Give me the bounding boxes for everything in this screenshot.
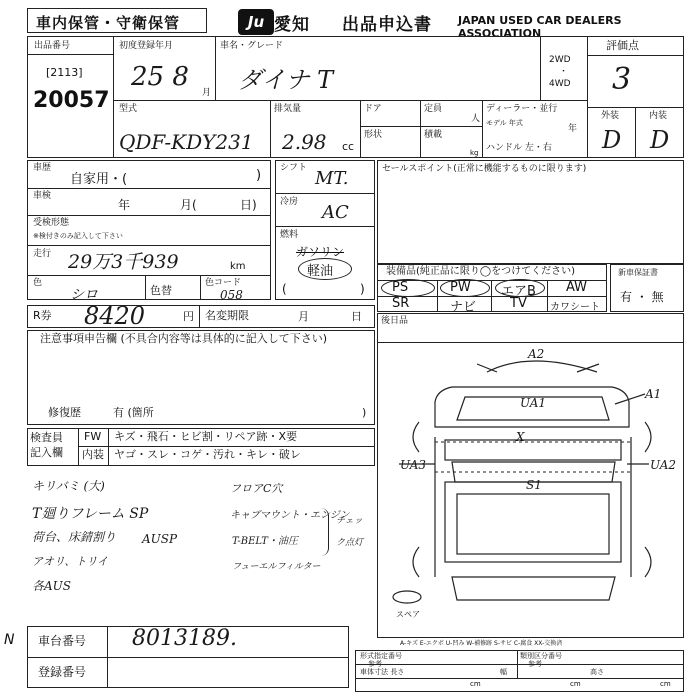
- grade-label: 評価点: [606, 39, 639, 52]
- drive-sep: ・: [559, 67, 569, 77]
- inspection-year: 年: [118, 198, 131, 212]
- spare-label: スペア: [396, 610, 420, 619]
- class-ref: 参考: [528, 660, 542, 668]
- pw-circle: [440, 279, 490, 297]
- damage-legend: A-キズ E-エクボ U-凹み W-補修跡 S-サビ C-腐食 XX-交換済: [400, 640, 563, 647]
- lot-prefix: [2113]: [46, 66, 83, 79]
- mark-ua1: UA1: [520, 396, 547, 410]
- wheel-fl: [413, 422, 419, 452]
- side-mark: N: [4, 632, 15, 648]
- model-value: QDF-KDY231: [119, 130, 254, 154]
- ps-circle: [381, 279, 435, 297]
- equip-leather-seat: カワシート: [550, 302, 600, 313]
- wheel-rr: [645, 547, 651, 577]
- inspection-month: 月(: [180, 198, 197, 212]
- displacement-value: 2.98: [282, 130, 327, 154]
- note-3: T廻りフレーム SP: [32, 506, 149, 522]
- ju-logo: [238, 9, 274, 35]
- color-label: 色: [33, 278, 43, 288]
- car-name-label: 車名・グレード: [220, 41, 284, 51]
- lower-body: [452, 577, 615, 600]
- org-name: 愛知: [274, 15, 310, 35]
- model-label: 型式: [119, 104, 138, 114]
- drive-4wd: 4WD: [549, 79, 571, 89]
- lot-label: 出品番号: [34, 41, 71, 51]
- note-1: キリバミ (大): [32, 479, 105, 493]
- color-code-label: 色コード: [205, 278, 242, 288]
- load-unit: kg: [470, 149, 479, 157]
- mark-ua2: UA2: [650, 458, 677, 472]
- rticket-value: 8420: [84, 302, 146, 330]
- rticket-label: R券: [33, 309, 52, 322]
- spare-tire: [393, 591, 421, 603]
- fuel-label: 燃料: [280, 230, 299, 240]
- recycle-label: 受検形態: [33, 218, 70, 228]
- equipment-title: 装備品(純正品に限り◯をつけてください): [386, 266, 575, 277]
- warranty-label: 新車保証書: [618, 268, 658, 277]
- exterior-value: D: [602, 126, 622, 154]
- rticket-box: [27, 305, 375, 328]
- cab: [445, 440, 621, 460]
- ac-value: AC: [322, 202, 349, 223]
- model-year-label: モデル 年式: [486, 119, 523, 127]
- note-7: T-BELT・油圧: [232, 536, 298, 547]
- mark-a2: A2: [528, 347, 545, 361]
- handle-label: ハンドル 左・右: [486, 143, 552, 153]
- note-5: 荷台、床錆割り: [32, 530, 117, 544]
- interior-label: 内装: [649, 111, 668, 121]
- note-10: フューエルフィルター: [232, 562, 321, 572]
- ac-label: 冷房: [280, 197, 299, 207]
- doc-title: 出品申込書: [342, 15, 432, 35]
- exterior-label: 外装: [601, 111, 620, 121]
- history-label: 車歴: [33, 163, 52, 173]
- storage-label: 車内保管・守衛保管: [36, 14, 181, 32]
- lot-number: 20057: [33, 88, 110, 113]
- equip-aw: AW: [566, 280, 588, 295]
- a1-pointer: [615, 394, 645, 404]
- door-label: ドア: [364, 104, 382, 114]
- displacement-label: 排気量: [274, 104, 302, 114]
- wheel-rl: [413, 547, 419, 577]
- fuel-struck: ガソリン: [296, 245, 345, 259]
- name-change-month: 月: [298, 310, 309, 323]
- note-6: AUSP: [142, 532, 178, 546]
- shape-label: 形状: [364, 130, 383, 140]
- first-reg-value: 25 8: [131, 62, 189, 92]
- equip-ps: PS: [392, 280, 409, 295]
- mileage-value: 29万3千939: [68, 251, 179, 273]
- bed-inner: [457, 494, 609, 554]
- width-unit: cm: [570, 680, 581, 688]
- grade-value: 3: [612, 62, 632, 97]
- interior-items: ヤゴ・スレ・コゲ・汚れ・キレ・破レ: [114, 448, 301, 461]
- inspection-label: 車検: [33, 191, 52, 201]
- fw-items: キズ・飛石・ヒビ割・リペア跡・X要: [114, 430, 298, 443]
- interior-label-row: 内装: [82, 448, 104, 461]
- later-items-label: 後日品: [381, 316, 409, 326]
- equip-navi: ナビ: [450, 300, 477, 315]
- note-2: フロアC穴: [230, 482, 283, 495]
- airbag-circle: [495, 279, 545, 297]
- year-unit: 年: [568, 124, 578, 134]
- mark-x: X: [516, 430, 525, 444]
- color-value: シロ: [70, 287, 98, 303]
- notice-title: 注意事項申告欄 (不具合内容等は具体的に記入して下さい): [40, 332, 328, 345]
- form-label: 形式指定番号: [360, 652, 402, 660]
- note-8: チェック点灯: [336, 516, 364, 548]
- displacement-unit: cc: [342, 140, 355, 153]
- note-4: キャブマウント・エンジン: [230, 510, 350, 521]
- name-change-label: 名変期限: [205, 309, 249, 322]
- width-label: 幅: [500, 668, 507, 676]
- recycle-note: ※検付きのみ記入して下さい: [33, 232, 123, 240]
- repair-close: ): [362, 406, 367, 419]
- inspector-label-1: 検査員: [30, 431, 63, 444]
- form-ref: 参考: [368, 660, 382, 668]
- history-close: ): [256, 168, 262, 183]
- class-label: 類別区分番号: [520, 652, 562, 660]
- height-unit: cm: [660, 680, 671, 688]
- height-label: 高さ: [590, 668, 604, 676]
- color-code-value: 058: [220, 288, 243, 302]
- mileage-unit: km: [230, 261, 246, 272]
- repair-label: 修復歴: [48, 406, 81, 419]
- history-value: 自家用・(: [70, 172, 128, 187]
- reg-label: 登録番号: [38, 665, 87, 679]
- rticket-unit: 円: [183, 310, 194, 323]
- name-change-day: 日: [351, 310, 362, 323]
- inspector-label-2: 記入欄: [30, 446, 63, 459]
- mark-s1: S1: [526, 478, 542, 492]
- equip-pw: PW: [450, 280, 471, 295]
- first-reg-unit: 月: [202, 88, 212, 98]
- sales-point-box: [377, 160, 684, 264]
- length-unit: cm: [470, 680, 481, 688]
- chassis-label: 車台番号: [38, 634, 87, 648]
- length-label: 車体寸法 長さ: [360, 668, 405, 676]
- sales-point-label: セールスポイント(正常に機能するものに限ります): [382, 164, 587, 174]
- fuel-paren-open: (: [282, 282, 287, 296]
- shift-label: シフト: [280, 163, 308, 173]
- note-brace: [320, 508, 329, 556]
- color-change-label: 色替: [150, 284, 172, 297]
- warranty-options: 有 ・ 無: [620, 290, 664, 304]
- fuel-paren-close: ): [360, 282, 365, 296]
- chassis-value: 8013189.: [132, 626, 237, 651]
- mileage-label: 走行: [33, 249, 52, 259]
- note-11: 各AUS: [32, 579, 72, 593]
- storage-label-box: [27, 8, 207, 33]
- dealer-label: ディーラー・並行: [486, 104, 558, 114]
- capacity-unit: 人: [471, 114, 481, 124]
- interior-value: D: [650, 126, 670, 154]
- wheel-fr: [645, 422, 651, 452]
- mark-ua3: UA3: [400, 458, 427, 472]
- fw-label: FW: [84, 430, 102, 443]
- inspection-day: 日): [240, 198, 257, 212]
- shift-value: MT.: [315, 168, 349, 189]
- equip-sr: SR: [392, 296, 410, 311]
- load-label: 積載: [424, 130, 443, 140]
- repair-value: 有 (箇所: [113, 406, 154, 419]
- note-9: アオリ、トリイ: [32, 555, 109, 568]
- equip-airbag: エアB: [501, 284, 536, 299]
- association-name: JAPAN USED CAR DEALERS ASSOCIATION: [458, 14, 622, 40]
- car-name-value: ダイナ T: [238, 66, 334, 94]
- first-reg-label: 初度登録年月: [119, 41, 174, 51]
- capacity-label: 定員: [424, 104, 443, 114]
- mark-a1: A1: [645, 387, 662, 401]
- equip-tv: TV: [510, 296, 527, 311]
- drive-2wd: 2WD: [549, 55, 571, 65]
- ju-logo-text: Ju: [247, 13, 265, 31]
- fuel-value: 軽油: [307, 264, 334, 279]
